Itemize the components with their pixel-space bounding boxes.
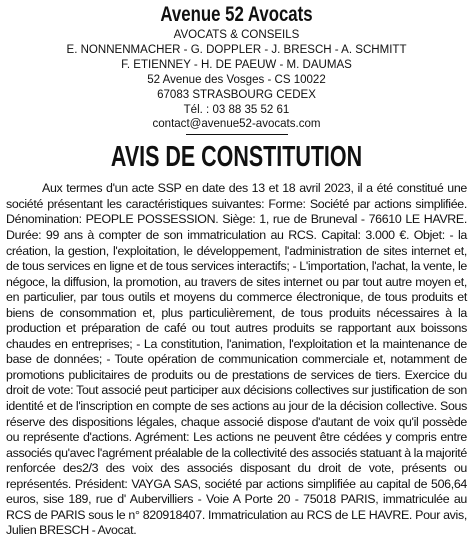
city-postcode: 67083 STRASBOURG CEDEX [157, 86, 316, 101]
street-address: 52 Avenue des Vosges - CS 10022 [147, 71, 326, 86]
partners-line-1: E. NONNENMACHER - G. DOPPLER - J. BRESCH - A. SCHMITT [66, 41, 407, 56]
phone-number: Tél. : 03 88 35 52 61 [183, 101, 290, 116]
partners-line-2: F. ETIENNEY - H. DE PAEUW - M. DAUMAS [121, 56, 352, 71]
firm-tagline: AVOCATS & CONSEILS [173, 27, 300, 41]
notice-title: AVIS DE CONSTITUTION [110, 141, 363, 174]
contact-email: contact@avenue52-avocats.com [152, 116, 321, 131]
notice-header [0, 0, 473, 135]
notice-body: Aux termes d'un acte SSP en date des 13 et 18 avril 2023, il a été constitué une société présentant les caractéristiques suivantes: Forme: Société par actions simplifiée. Dénomination: PEOPLE POSSESSION. Siège: 1, rue de Bruneval - 76610 LE HAVRE. Durée: 99 ans à compter de son immatriculation au RCS. Capital: 3.000 €. Objet: - la création, la gestion, l'exploitation, le développement, l'administration de sites internet et, de tous services en ligne et de tous services interactifs; - L'importation, l'achat, la vente, le négoce, la diffusion, la promotion, au travers de sites internet ou par tout autre moyen et, en particulier, par tous outils et moyens du commerce électronique, de tous produits et biens de consommation et, plus particulièrement, de tous produits nécessaires à la production et préparation de café ou tout autres produits se rapportant aux boissons chaudes en entreprises; - La constitution, l'animation, l'exploitation et la maintenance de base de données; - Toute opération de communication commerciale et, notamment de promotions publicitaires de produits ou de prestations de services de tiers. Exercice du droit de vote: Tout associé peut participer aux décisions collectives sur justification de son identité et de l'inscription en compte de ses actions au jour de la décision collective. Sous réserve des dispositions légales, chaque associé dispose d'autant de voix qu'il possède ou représente d'actions. Agrément: Les actions ne peuvent être cédées y compris entre associés qu'avec l'agrément préalable de la collectivité des associés statuant à la majorité renforcée des2/3 des voix des associés disposant du droit de vote, présents ou représentés. Président: VAYGA SAS, société par actions simplifiée au capital de 506,64 euros, sise 189, rue d' Aubervilliers - Voie A Porte 20 - 75018 PARIS, immatriculée au RCS de PARIS sous le n° 820918407. Immatriculation au RCS de LE HAVRE. Pour avis, Julien BRESCH - Avocat. [6, 181, 467, 538]
firm-name: Avenue 52 Avocats [160, 3, 313, 26]
header-divider [186, 134, 288, 135]
